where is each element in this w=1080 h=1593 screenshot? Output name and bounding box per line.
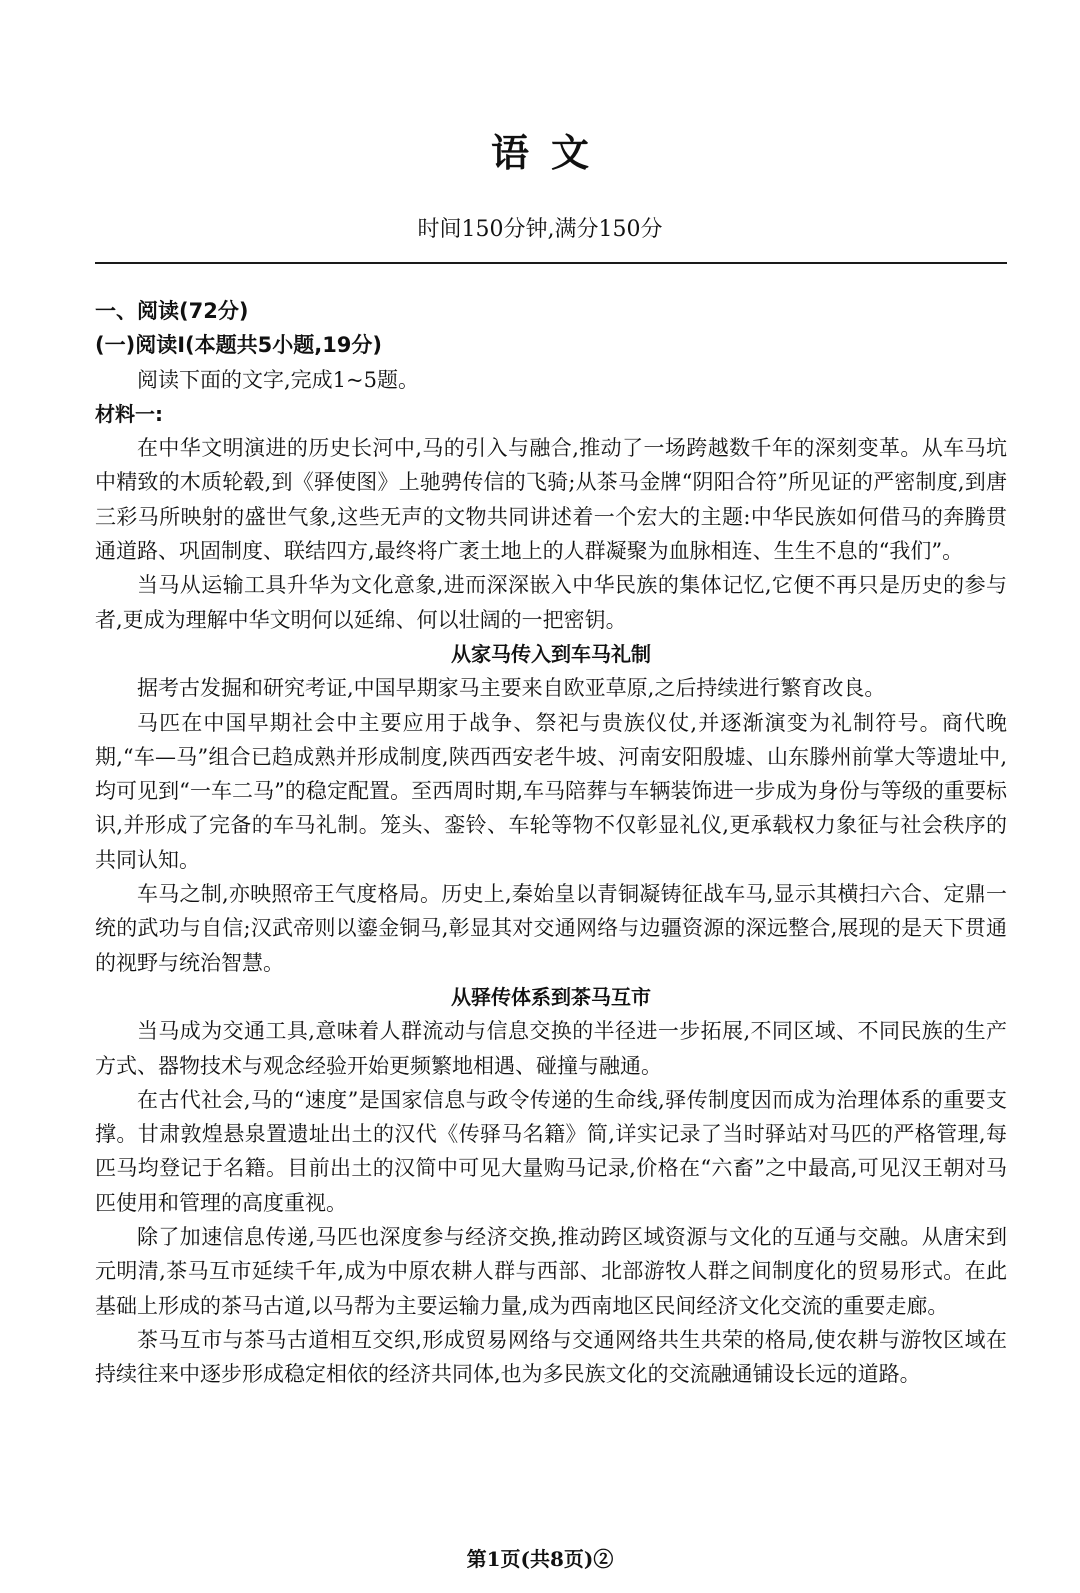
reading-instruction: 阅读下面的文字,完成1~5题。 — [137, 367, 419, 392]
exam-time-and-score: 时间150分钟,满分150分 — [417, 217, 663, 242]
paragraph-1: 在中华文明演进的历史长河中,马的引入与融合,推动了一场跨越数千年的深刻变革。从车马坑中精致的木质轮毂,到《驿使图》上驰骋传信的飞骑;从茶马金牌“阴阳合符”所见证的严密制度,到唐三彩马所映射的盛世气象,这些无声的文物共同讲述着一个宏大的主题:中华民族如何借马的奔腾贯通道路、巩固制度、联结四方,最终将广袤土地上的人群凝聚为血脉相连、生生不息的“我们”。 — [95, 436, 1007, 564]
page-number: 第1页(共8页)② — [466, 1547, 614, 1571]
paragraph-5: 车马之制,亦映照帝王气度格局。历史上,秦始皇以青铜凝铸征战车马,显示其横扫六合、定鼎一统的武功与自信;汉武帝则以鎏金铜马,彰显其对交通网络与边疆资源的深远整合,展现的是天下贯通的视野与统治智慧。 — [95, 882, 1007, 975]
section-title-2: 从驿传体系到茶马互市 — [451, 984, 651, 1009]
section-title-1: 从家马传入到车马礼制 — [451, 641, 651, 666]
paragraph-9: 茶马互市与茶马古道相互交织,形成贸易网络与交通网络共生共荣的格局,使农耕与游牧区域在持续往来中逐步形成稳定相依的经济共同体,也为多民族文化的交流融通铺设长远的道路。 — [95, 1327, 1007, 1387]
paragraph-3: 据考古发掘和研究考证,中国早期家马主要来自欧亚草原,之后持续进行繁育改良。 — [137, 676, 886, 701]
material-label: 材料一: — [95, 401, 163, 426]
section-heading: 一、阅读(72分) — [95, 299, 249, 323]
paragraph-6: 当马成为交通工具,意味着人群流动与信息交换的半径进一步拓展,不同区域、不同民族的生产方式、器物技术与观念经验开始更频繁地相遇、碰撞与融通。 — [95, 1019, 1007, 1078]
subsection-heading: (一)阅读Ⅰ(本题共5小题,19分) — [95, 333, 383, 358]
paragraph-2: 当马从运输工具升华为文化意象,进而深深嵌入中华民族的集体记忆,它便不再只是历史的参与者,更成为理解中华文明何以延绵、何以壮阔的一把密钥。 — [95, 573, 1007, 632]
exam-content — [95, 294, 1007, 1392]
paragraph-4: 马匹在中国早期社会中主要应用于战争、祭祀与贵族仪仗,并逐渐演变为礼制符号。商代晚期,“车—马”组合已趋成熟并形成制度,陕西西安老牛坡、河南安阳殷墟、山东滕州前掌大等遗址中,均可见到“一车二马”的稳定配置。至西周时期,车马陪葬与车辆装饰进一步成为身份与等级的重要标识,并形成了完备的车马礼制。笼头、銮铃、车轮等物不仅彰显礼仪,更承载权力象征与社会秩序的共同认知。 — [95, 710, 1007, 872]
paragraph-7: 在古代社会,马的“速度”是国家信息与政令传递的生命线,驿传制度因而成为治理体系的重要支撑。甘肃敦煌悬泉置遗址出土的汉代《传驿马名籍》简,详实记录了当时驿站对马匹的严格管理,每匹马均登记于名籍。目前出土的汉简中可见大量购马记录,价格在“六畜”之中最高,可见汉王朝对马匹使用和管理的高度重视。 — [95, 1087, 1007, 1215]
paragraph-8: 除了加速信息传递,马匹也深度参与经济交换,推动跨区域资源与文化的互通与交融。从唐宋到元明清,茶马互市延续千年,成为中原农耕人群与西部、北部游牧人群之间制度化的贸易形式。在此基础上形成的茶马古道,以马帮为主要运输力量,成为西南地区民间经济文化交流的重要走廊。 — [95, 1225, 1007, 1318]
page-title: 语文 — [490, 130, 611, 175]
header-divider — [95, 262, 1007, 264]
